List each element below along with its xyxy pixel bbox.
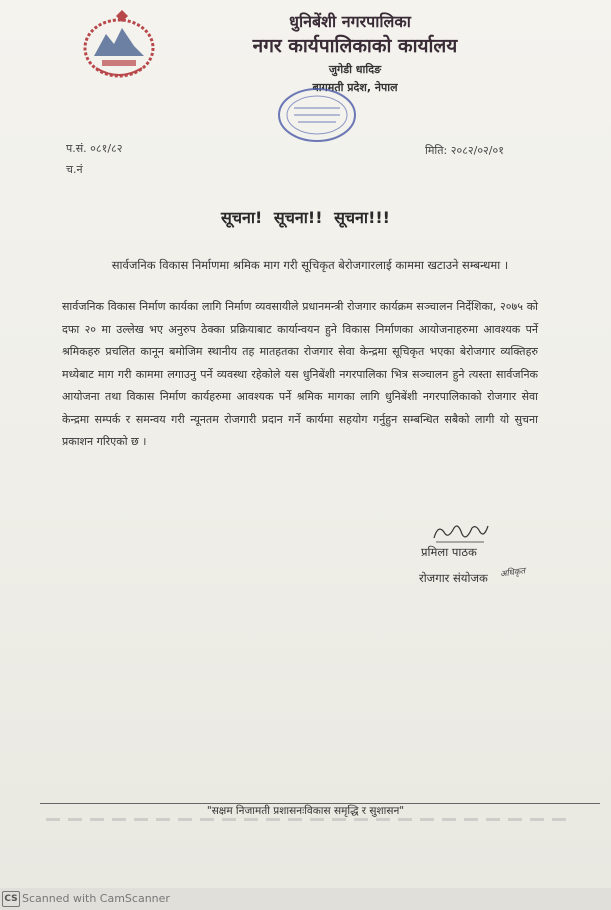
signatory-role: रोजगार संयोजक bbox=[419, 571, 488, 585]
header-address: जुगेडी धादिङ bbox=[328, 63, 382, 76]
notice-title: सूचना! सूचना!! सूचना!!! bbox=[221, 208, 390, 227]
camscanner-logo-icon: CS bbox=[2, 891, 20, 907]
header-province: बागमती प्रदेश, नेपाल bbox=[312, 81, 398, 94]
signatory-designation: अधिकृत bbox=[499, 566, 526, 580]
header-office: नगर कार्यपालिकाको कार्यालय bbox=[252, 35, 458, 57]
scanner-watermark: Scanned with CamScanner bbox=[22, 892, 170, 905]
letter-date: मिति: २०८२/०२/०१ bbox=[425, 144, 504, 157]
signatory-name: प्रमिला पाठक bbox=[421, 545, 477, 559]
notice-body: सार्वजनिक विकास निर्माण कार्यका लागि निर्माण व्यवसायीले प्रधानमन्त्री रोजगार कार्यक्रम सञ्चालन निर्देशिका, २०७५ को दफा २० मा उल्लेख भए अनुरुप ठेक्का प्रक्रियाबाट कार्यान्वयन हुने विकास निर्माणका आयोजनाहरुमा आवश्यक पर्ने श्रमिकहरु प्रचलित कानून बमोजिम स्थानीय तह मातहतका रोजगार सेवा केन्द्रमा सूचिकृत भएका बेरोजगार व्यक्तिहरु मध्येबाट माग गरी काममा लगाउनु पर्ने व्यवस्था रहेकोले यस धुनिबेंशी नगरपालिका भित्र सञ्चालन हुने त्यस्ता सार्वजनिक आयोजना तथा विकास निर्माण कार्यहरुमा आवश्यक पर्ने श्रमिक मागका लागि धुनिबेंशी नगरपालिकाको रोजगार सेवा केन्द्रमा सम्पर्क र समन्वय गरी न्यूनतम रोजगारी प्रदान गर्ने कार्यमा सहयोग गर्नुहुन सम्बन्धित सबैको लागी यो सुचना प्रकाशन गरिएको छ । bbox=[62, 300, 538, 448]
header-municipality: धुनिबेंशी नगरपालिका bbox=[289, 12, 411, 31]
office-stamp-icon bbox=[272, 84, 362, 146]
footer-motto: "सक्षम निजामती प्रशासनःविकास समृद्धि र सुशासन" bbox=[206, 805, 405, 817]
notice-subject: सार्वजनिक विकास निर्माणमा श्रमिक माग गरी सूचिकृत बेरोजगारलाई काममा खटाउने सम्बन्धमा । bbox=[111, 258, 509, 272]
government-emblem-icon bbox=[76, 8, 162, 82]
footer-contact-faint bbox=[46, 818, 566, 821]
reference-number: प.सं. ०८१/८२ bbox=[66, 142, 123, 155]
dispatch-number: च.नं bbox=[66, 163, 83, 176]
signature-icon bbox=[430, 520, 490, 546]
